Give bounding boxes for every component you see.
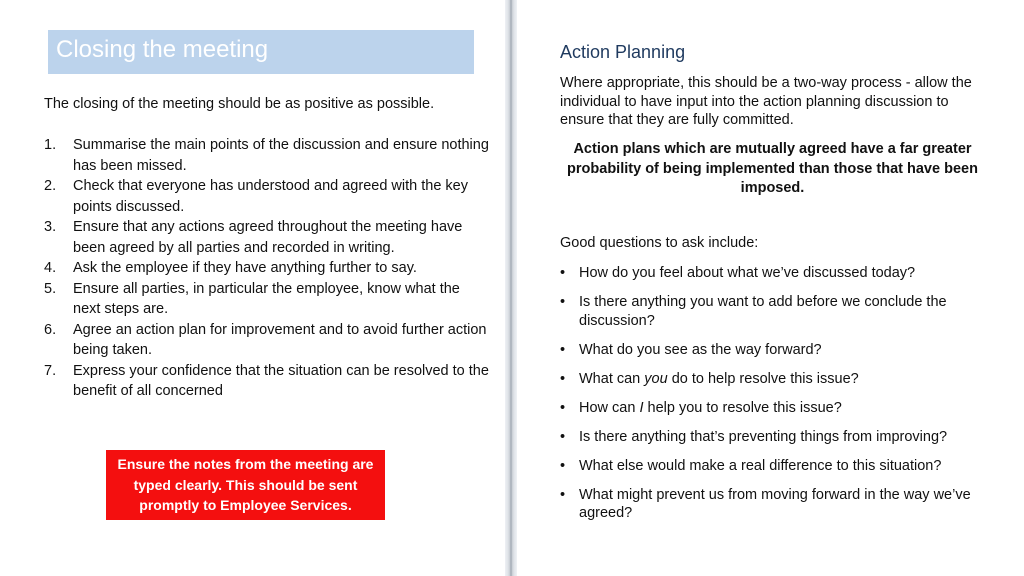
list-item [44, 217, 489, 258]
question-text: What do you see as the way forward? [579, 341, 822, 358]
bullet-icon: • [560, 457, 566, 474]
action-plans-statement: Action plans which are mutually agreed have a far greater probability of being implemented than those that have been imposed. [567, 141, 978, 196]
question-text: How do you feel about what we’ve discussed today? [579, 265, 916, 281]
question-emphasis: you [644, 370, 668, 387]
good-questions-list [560, 264, 1000, 533]
question-text: What else would make a real difference to this situation? [579, 457, 942, 474]
list-item [560, 341, 1000, 360]
question-text-end: help you to resolve this issue? [643, 399, 842, 416]
list-item-text: Ask the employee if they have anything further to say. [73, 260, 417, 276]
notes-reminder-box: Ensure the notes from the meeting are typed clearly. This should be sent promptly to Employee Services. [106, 450, 385, 520]
list-number: 5. [44, 280, 57, 297]
list-item [44, 135, 489, 176]
list-number: 1. [44, 137, 57, 153]
question-text-end: do to help resolve this issue? [667, 370, 859, 387]
list-item [560, 428, 1000, 447]
list-item [560, 486, 1000, 523]
list-item-text: Summarise the main points of the discussion and ensure nothing has been missed. [73, 137, 489, 174]
bullet-icon: • [560, 428, 566, 445]
intro-text: The closing of the meeting should be as positive as possible. [44, 96, 435, 112]
question-text: What can [579, 370, 645, 387]
bullet-icon: • [560, 341, 566, 358]
bullet-icon: • [560, 294, 566, 310]
list-item-text: Agree an action plan for improvement and to avoid further action being taken. [73, 321, 487, 358]
action-planning-title: Action Planning [560, 42, 686, 62]
list-item-text: Ensure all parties, in particular the employee, know what the next steps are. [73, 280, 460, 317]
list-item [560, 457, 1000, 476]
list-item [44, 258, 489, 279]
closing-steps-list [44, 135, 489, 402]
list-item [44, 320, 489, 361]
question-text: Is there anything that’s preventing things from improving? [579, 428, 948, 445]
questions-intro: Good questions to ask include: [560, 235, 759, 251]
list-number: 6. [44, 321, 57, 338]
page-divider [505, 0, 517, 576]
list-item-text: Ensure that any actions agreed throughout the meeting have been agreed by all parties and recorded in writing. [73, 219, 463, 256]
question-emphasis: I [639, 399, 644, 416]
list-item [560, 264, 1000, 283]
question-text: What might prevent us from moving forward in the way we’ve agreed? [579, 486, 971, 521]
list-item-text: Express your confidence that the situation can be resolved to the benefit of all concerned [73, 362, 489, 399]
question-text: Is there anything you want to add before we conclude the discussion? [579, 294, 947, 329]
bullet-icon: • [560, 370, 566, 387]
list-item [44, 361, 489, 402]
bullet-icon: • [560, 265, 566, 281]
bullet-icon: • [560, 399, 566, 416]
list-item [44, 176, 489, 217]
list-number: 3. [44, 219, 57, 235]
list-item [44, 279, 489, 320]
section-title: Closing the meeting [56, 36, 269, 63]
question-text: How can [579, 399, 640, 416]
action-planning-intro: Where appropriate, this should be a two-way process - allow the individual to have input into the action planning discussion to ensure that they are fully committed. [560, 75, 972, 128]
list-item [560, 293, 1000, 330]
list-number: 4. [44, 260, 57, 276]
section-title-bar [48, 30, 474, 74]
list-item [560, 399, 1000, 418]
bullet-icon: • [560, 486, 566, 503]
list-item-text: Check that everyone has understood and agreed with the key points discussed. [73, 178, 468, 215]
list-item [560, 370, 1000, 389]
list-number: 7. [44, 362, 57, 379]
list-number: 2. [44, 178, 57, 194]
